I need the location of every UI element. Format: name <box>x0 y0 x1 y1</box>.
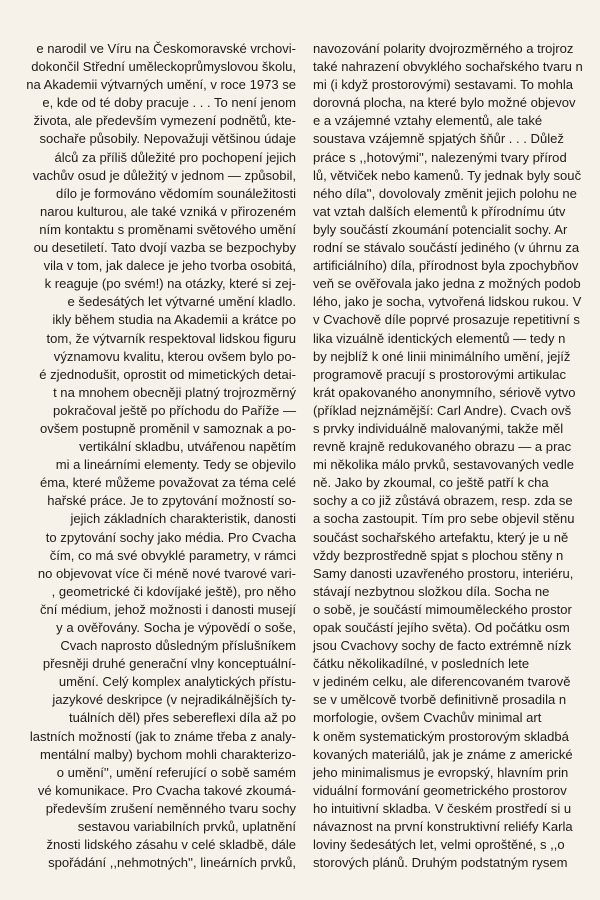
text-line: revně krajně redukovaného obrazu — a prac <box>313 439 572 455</box>
text-line: soustava vzájemně spjatých šňůr . . . Důlež <box>313 131 564 147</box>
text-line: lů, větviček nebo kamenů. Ty jednak byly souč <box>313 167 582 183</box>
text-line: viduální formování geometrického prostorov <box>313 782 567 798</box>
text-line: e a vzájemné vztahy elementů, ale také <box>313 113 543 129</box>
text-line: o sobě, je součástí mimouměleckého prostor <box>313 601 572 617</box>
text-line: by nejblíž k oné linii minimálního umění, jejíž <box>313 348 571 364</box>
left-text-column <box>0 40 296 872</box>
text-line: lého, jako je socha, vytvořená lidskou rukou. V <box>313 294 582 310</box>
text-line: (příklad nejznámější: Carl Andre). Cvach ovš <box>313 402 572 418</box>
text-line: k oněm systematickým prostorovým skladbá <box>313 728 569 744</box>
right-text-column <box>313 40 600 872</box>
text-line: ovšem postupně proměnil v samoznak a po- <box>40 420 296 436</box>
text-line: morfologie, ovšem Cvachův minimal art <box>313 710 542 726</box>
text-line: v Cvachově díle poprvé prosazuje repetitivní s <box>313 312 580 328</box>
text-line: ční médium, jehož možnosti i danosti musejí <box>40 601 296 617</box>
text-line: byly součástí zkoumání potencialit sochy. Ar <box>313 221 568 237</box>
text-line: e, kde od té doby pracuje . . . To není jenom <box>42 95 296 111</box>
text-line: navozování polarity dvojrozměrného a trojroz <box>313 41 574 56</box>
text-line: to zpytování sochy jako média. Pro Cvacha <box>45 529 296 545</box>
text-line: mi několika málo prvků, sestavovaných vedle <box>313 457 575 473</box>
text-line: vachův osud je důležitý v jednom — způsobil, <box>32 167 296 183</box>
text-line: vertikální skladbu, utvářenou napětím <box>79 439 296 455</box>
text-line: ním kontaktu s proměnami světového umění <box>39 221 296 237</box>
text-line: tuálních děl) přes sebereflexi díla až po <box>68 710 296 726</box>
text-line: vila v tom, jak dalece je jeho tvorba osobitá, <box>43 258 296 274</box>
text-line: programově pracují s prostorovými artikulac <box>313 366 567 382</box>
text-line: čím, co má své obvyklé parametry, v rámci <box>49 547 296 563</box>
text-line: především zrušení neměnného tvaru sochy <box>45 800 296 816</box>
text-line: é zjednodušit, oprostit od mimetických detai- <box>39 366 296 382</box>
text-line: umění. Celý komplex analytických přístu- <box>58 674 296 690</box>
text-line: jeho minimalismus je evropský, hlavním prin <box>313 764 569 780</box>
text-line: kovaných materiálů, jak je známe z americké <box>313 746 573 762</box>
text-line: a socha zastoupit. Tím pro sebe objevil stěnu <box>313 511 575 527</box>
text-line: rodní se stávalo součástí jediného (v úhrnu za <box>313 240 580 256</box>
text-line: éma, které můžeme považovat za téma celé <box>40 475 296 491</box>
text-line: tom, že výtvarník respektoval lidskou figuru <box>46 330 296 346</box>
text-line: stávají nezbytnou složkou díla. Socha ne <box>313 583 550 599</box>
text-line: lastních možností (jak to známe třeba z analy- <box>29 728 296 744</box>
text-line: návaznost na první konstruktivní reliéfy Karla <box>313 819 573 835</box>
text-line: lika vizuálně identických elementů — tedy n <box>313 330 566 346</box>
text-line: mentální malby) bychom mohli charakterizo- <box>40 746 296 762</box>
text-line: sochy a co již zůstává obrazem, resp. zda se <box>313 493 573 509</box>
text-line: také nahrazení obvyklého sochařského tvaru n <box>313 59 583 75</box>
text-line: práce s ,,hotovými'', nalezenými tvary přírod <box>313 149 567 165</box>
text-line: k reaguje (po svém!) na otázky, které si zej- <box>44 276 296 292</box>
text-line: narou kulturou, ale také vzniká v přirozeném <box>40 203 296 219</box>
text-line: vat vztah dalších elementů k přírodnímu útv <box>313 203 566 219</box>
text-line: jazykové deskripce (v nejradikálnějších ty- <box>52 692 296 708</box>
text-line: , geometrické či kdovíjaké ještě), pro něho <box>51 583 296 599</box>
text-line: dorovná plocha, na které bylo možné objevov <box>313 95 576 111</box>
text-line: na Akademii výtvarných umění, v roce 1973 se <box>26 77 296 93</box>
text-line: vé komunikace. Pro Cvacha takové zkoumá- <box>37 782 296 798</box>
text-line: storových plánů. Druhým podstatným rysem <box>313 855 568 871</box>
text-line: opak součástí jejího světa). Od počátku osm <box>313 620 570 635</box>
text-line: t na mnohem obecněji platný trojrozměrný <box>53 384 296 400</box>
text-line: ikly během studia na Akademii a krátce po <box>52 312 296 328</box>
text-line: o umění'', umění referující o sobě samém <box>56 764 296 780</box>
text-line: álců za příliš důležité pro pochopení jejich <box>54 149 296 165</box>
text-line: mi (i když prostorovými) sestavami. To mohla <box>313 77 574 93</box>
text-line: y a ověřovány. Socha je výpovědí o soše, <box>56 620 296 635</box>
text-line: významovu kvalitu, kterou ovšem bylo po- <box>53 348 296 364</box>
text-line: dokončil Střední uměleckoprůmyslovou školu, <box>31 59 296 75</box>
text-line: vždy bezprostředně spjat s plochou stěny n <box>313 547 564 563</box>
text-line: života, ale především vymezení podnětů, kte- <box>33 113 296 129</box>
text-line: e narodil ve Víru na Českomoravské vrchovi- <box>36 41 296 56</box>
text-line: mi a lineárními elementy. Tedy se objevilo <box>55 457 296 473</box>
text-line: v jediném celku, ale diferencovaném tvarově <box>313 674 571 690</box>
text-line: veň se ověřovala jako jedna z možných podob <box>313 276 581 292</box>
text-line: no objevovat více či méně nové tvarové vari- <box>37 565 296 581</box>
text-line: ou desetiletí. Tato dvojí vazba se bezpochyby <box>33 240 296 256</box>
text-line: ného díla'', dovolovaly změnit jejich polohu ne <box>313 185 577 201</box>
text-line: Cvach naprosto důsledným příslušníkem <box>60 638 296 654</box>
text-line: s prvky individuálně malovanými, takže měl <box>313 420 564 436</box>
text-line: Samy danosti uzavřeného prostoru, interiéru, <box>313 565 574 581</box>
text-line: sochaře působily. Nepovažuji většinou údaje <box>39 131 296 147</box>
text-line: sestavou variabilních prvků, uplatnění <box>77 819 296 835</box>
text-line: ně. Jako by zkoumal, co ještě patří k cha <box>313 475 549 491</box>
text-line: jejich základních charakteristik, danosti <box>70 511 296 527</box>
text-line: čátku několikadílné, v posledních lete <box>313 656 530 672</box>
text-line: dílo je formováno vědomím sounáležitosti <box>55 185 296 201</box>
text-line: loviny šedesátých let, velmi oproštěné, s ,,o <box>313 837 565 853</box>
text-line: jsou Cvachovy sochy de facto extrémně nízk <box>313 638 572 654</box>
text-line: e šedesátých let výtvarné umění kladlo. <box>67 294 296 310</box>
text-line: hařské práce. Je to zpytování možností so- <box>47 493 296 509</box>
text-line: se v umělcově tvorbě definitivně prosadila n <box>313 692 567 708</box>
text-line: součást sochařského artefaktu, který je u ně <box>313 529 569 545</box>
text-line: ho intuitivní skladba. V českém prostředí si u <box>313 800 572 816</box>
text-line: přesněji druhé generační vlny konceptuální- <box>42 656 296 672</box>
text-line: krát opakovaného anonymního, sériově vytvo <box>313 384 576 400</box>
text-line: artificiálního) díla, přírodnost byla zpochybňov <box>313 258 579 274</box>
text-line: žnosti lidského zásahu v celé skladbě, dále <box>46 837 296 853</box>
text-line: spořádání ,,nehmotných'', lineárních prvků, <box>48 855 296 871</box>
text-line: pokračoval ještě po příchodu do Paříže — <box>53 402 296 418</box>
